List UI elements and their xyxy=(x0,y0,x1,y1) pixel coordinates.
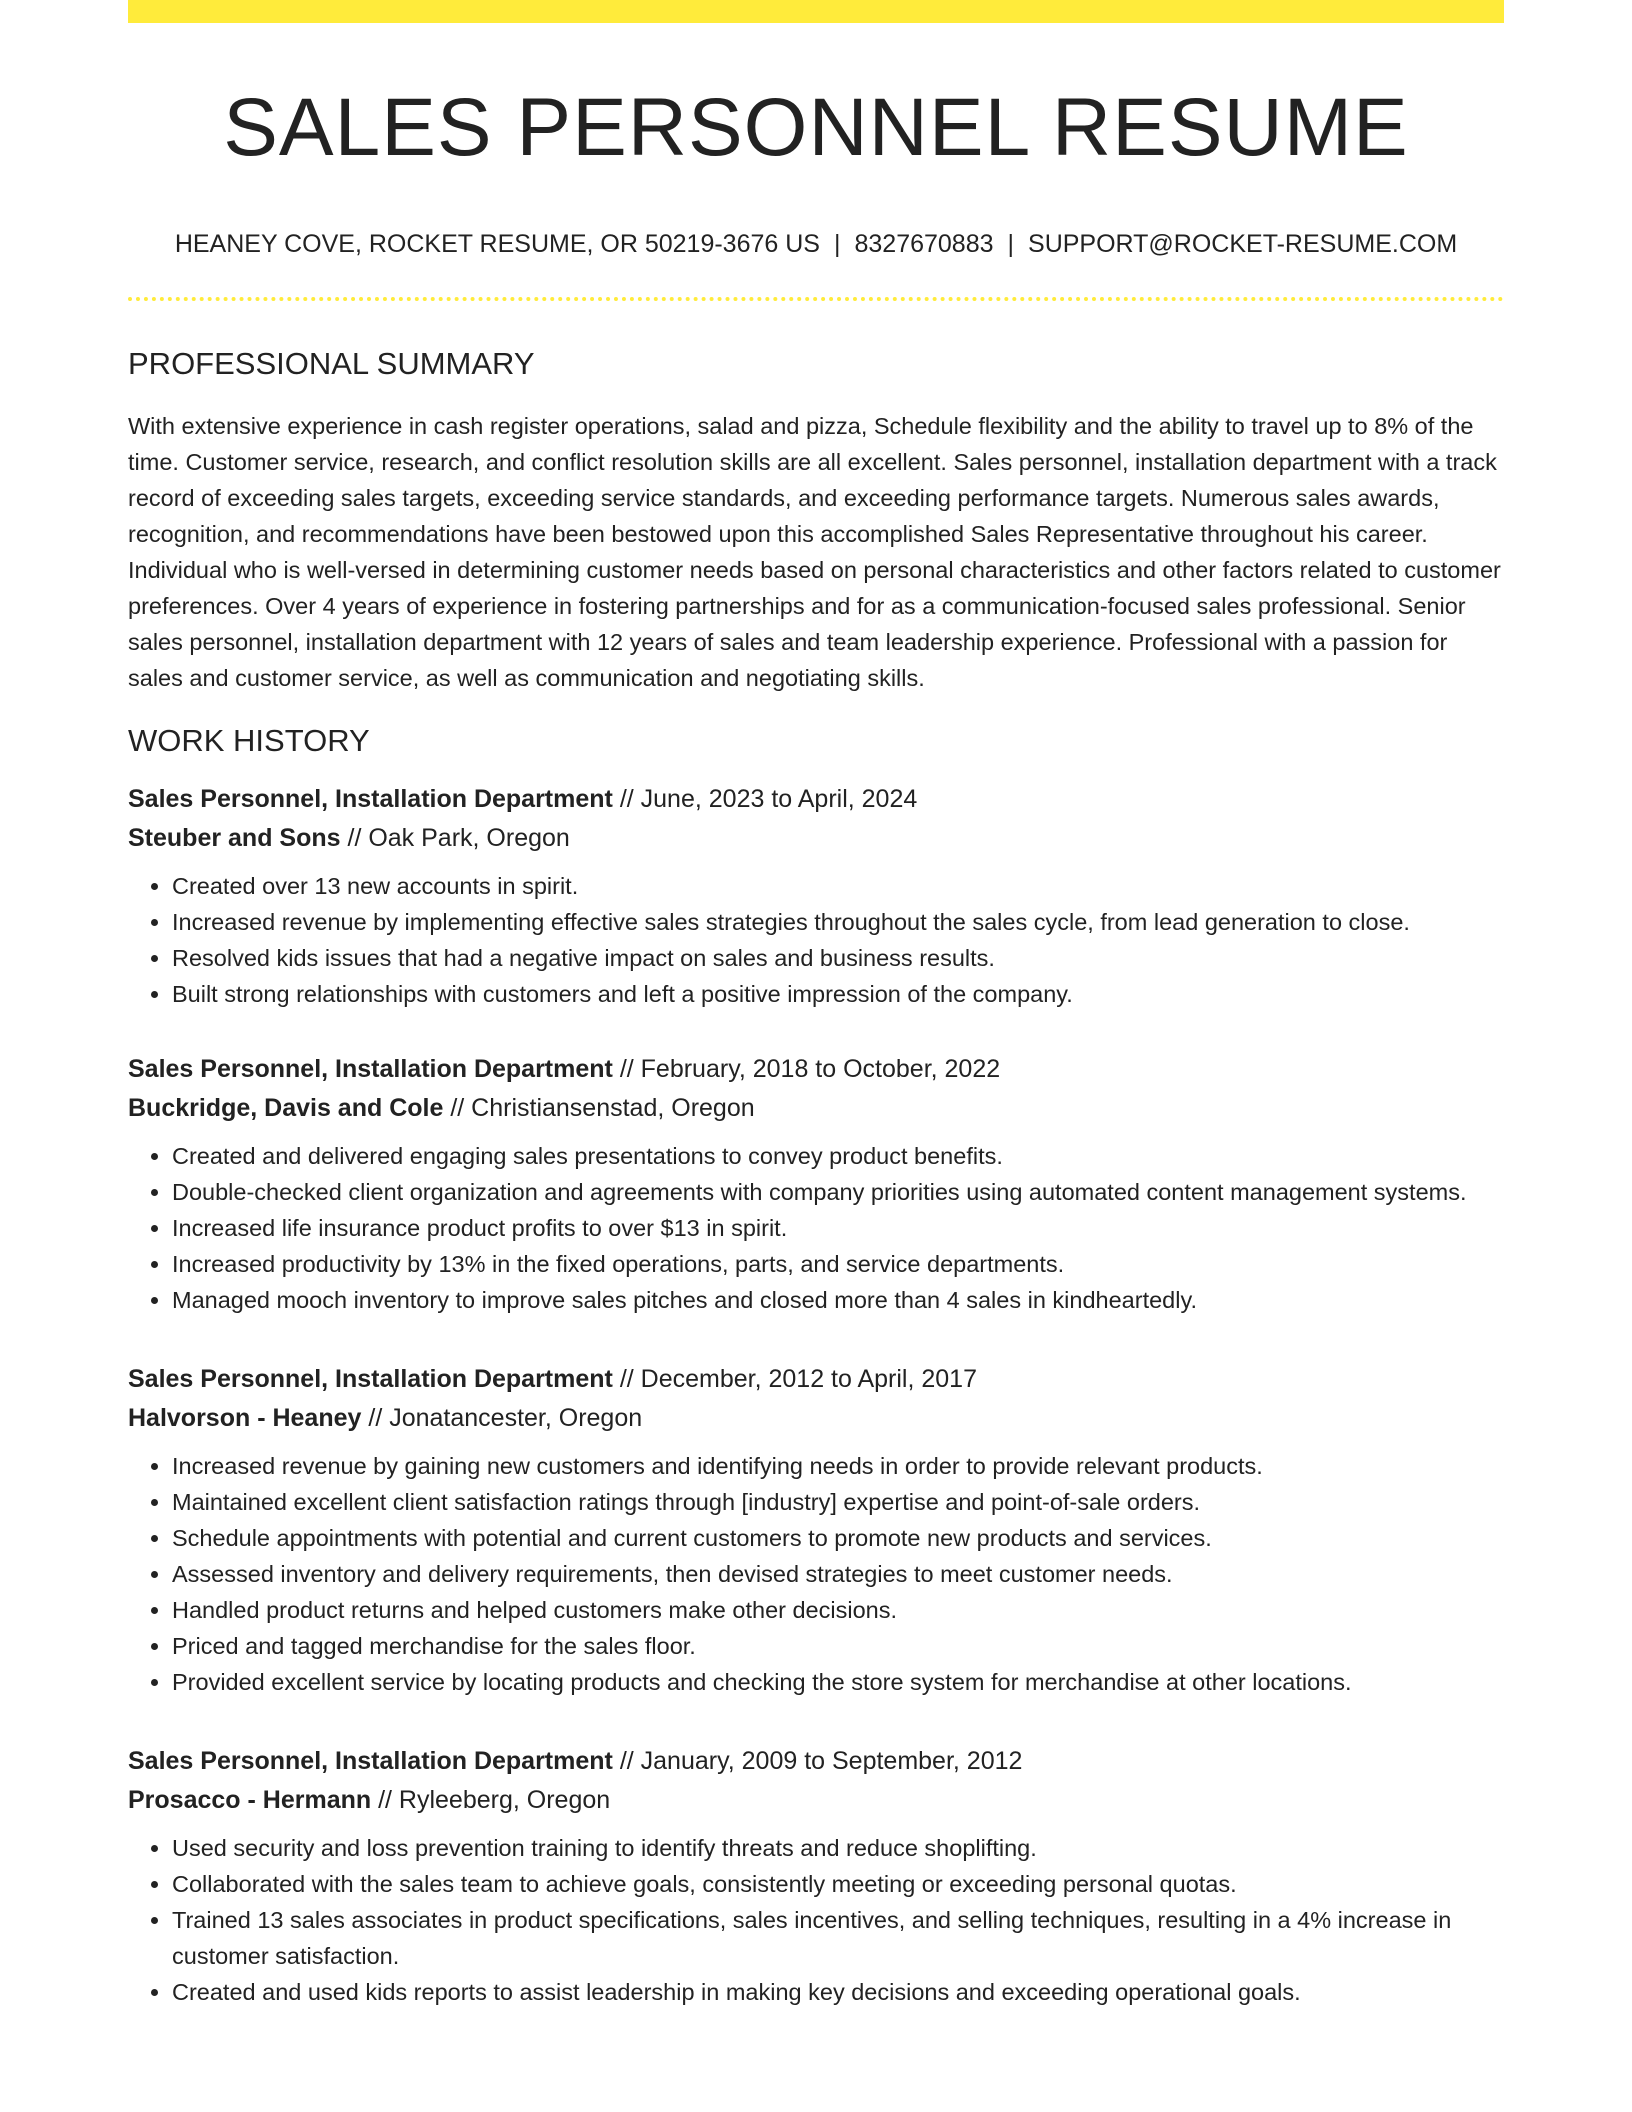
job-location: // Jonatancester, Oregon xyxy=(361,1403,643,1432)
job-company-line xyxy=(128,1399,1504,1438)
job-title-line xyxy=(128,1360,1504,1399)
summary-heading: PROFESSIONAL SUMMARY xyxy=(128,346,535,382)
job-bullet: • Resolved kids issues that had a negative impact on sales and business results. xyxy=(172,940,1504,976)
dotted-divider xyxy=(128,297,1504,301)
job-bullet-list xyxy=(128,1830,1504,2010)
job-bullet: • Increased life insurance product profits to over $13 in spirit. xyxy=(172,1210,1504,1246)
job-company: Halvorson - Heaney xyxy=(128,1403,362,1432)
contact-email: SUPPORT@ROCKET-RESUME.COM xyxy=(1028,230,1458,259)
summary-text: With extensive experience in cash register operations, salad and pizza, Schedule flexibility and the ability to travel up to 8% of the time. Customer service, research, and conflict resolution skills are all excellent. Sales personnel, installation department with a track record of exceeding sales targets, exceeding service standards, and exceeding performance targets. Numerous sales awards, recognition, and recommendations have been bestowed upon this accomplished Sales Representative throughout his career. Individual who is well-versed in determining customer needs based on personal characteristics and other factors related to customer preferences. Over 4 years of experience in fostering partnerships and for as a communication-focused sales professional. Senior sales personnel, installation department with 12 years of sales and team leadership experience. Professional with a passion for sales and customer service, as well as communication and negotiating skills. xyxy=(128,413,1501,692)
job-title-line xyxy=(128,780,1504,819)
job-company: Buckridge, Davis and Cole xyxy=(128,1093,444,1122)
job-company-line xyxy=(128,1781,1504,1820)
job-bullet: • Increased revenue by gaining new customers and identifying needs in order to provide relevant products. xyxy=(172,1448,1504,1484)
job-bullet-list xyxy=(128,1448,1504,1700)
job-company: Steuber and Sons xyxy=(128,823,341,852)
job-bullet: • Collaborated with the sales team to achieve goals, consistently meeting or exceeding personal quotas. xyxy=(172,1866,1504,1902)
job-company-line xyxy=(128,1089,1504,1128)
job-bullet: • Double-checked client organization and agreements with company priorities using automated content management systems. xyxy=(172,1174,1504,1210)
job-dates: // June, 2023 to April, 2024 xyxy=(612,784,918,813)
work-history-list xyxy=(128,780,1504,2010)
accent-top-bar xyxy=(128,0,1504,23)
job-bullet-list xyxy=(128,1138,1504,1318)
job-entry xyxy=(128,780,1504,1012)
job-bullet: • Increased revenue by implementing effective sales strategies throughout the sales cycle, from lead generation to close. xyxy=(172,904,1504,940)
job-dates: // February, 2018 to October, 2022 xyxy=(612,1054,1001,1083)
job-bullet: • Maintained excellent client satisfaction ratings through [industry] expertise and point-of-sale orders. xyxy=(172,1484,1504,1520)
job-title-line xyxy=(128,1050,1504,1089)
job-title: Sales Personnel, Installation Department xyxy=(128,784,613,813)
contact-line xyxy=(128,229,1504,259)
job-bullet: • Priced and tagged merchandise for the sales floor. xyxy=(172,1628,1504,1664)
job-title: Sales Personnel, Installation Department xyxy=(128,1364,613,1393)
resume-page xyxy=(128,0,1504,2010)
job-dates: // December, 2012 to April, 2017 xyxy=(612,1364,977,1393)
contact-separator: | xyxy=(833,230,841,259)
job-dates: // January, 2009 to September, 2012 xyxy=(612,1746,1023,1775)
job-bullet: • Trained 13 sales associates in product specifications, sales incentives, and selling techniques, resulting in a 4% increase in customer satisfaction. xyxy=(172,1902,1504,1974)
job-title-line xyxy=(128,1742,1504,1781)
resume-title: SALES PERSONNEL RESUME xyxy=(223,82,1409,173)
contact-address: HEANEY COVE, ROCKET RESUME, OR 50219-3676 US xyxy=(174,230,820,259)
job-bullet: • Created over 13 new accounts in spirit. xyxy=(172,868,1504,904)
job-bullet: • Created and delivered engaging sales presentations to convey product benefits. xyxy=(172,1138,1504,1174)
job-bullet: • Built strong relationships with customers and left a positive impression of the company. xyxy=(172,976,1504,1012)
work-history-heading: WORK HISTORY xyxy=(128,723,370,759)
job-company: Prosacco - Hermann xyxy=(128,1785,372,1814)
contact-phone: 8327670883 xyxy=(854,230,994,259)
job-location: // Christiansenstad, Oregon xyxy=(443,1093,755,1122)
job-location: // Ryleeberg, Oregon xyxy=(371,1785,611,1814)
job-bullet: • Used security and loss prevention training to identify threats and reduce shoplifting. xyxy=(172,1830,1504,1866)
job-bullet: • Provided excellent service by locating products and checking the store system for merchandise at other locations. xyxy=(172,1664,1504,1700)
job-bullet: • Increased productivity by 13% in the fixed operations, parts, and service departments. xyxy=(172,1246,1504,1282)
job-bullet: • Handled product returns and helped customers make other decisions. xyxy=(172,1592,1504,1628)
job-bullet: • Schedule appointments with potential and current customers to promote new products and services. xyxy=(172,1520,1504,1556)
job-company-line xyxy=(128,819,1504,858)
job-title: Sales Personnel, Installation Department xyxy=(128,1054,613,1083)
job-title: Sales Personnel, Installation Department xyxy=(128,1746,613,1775)
job-location: // Oak Park, Oregon xyxy=(340,823,570,852)
job-bullet: • Created and used kids reports to assist leadership in making key decisions and exceeding operational goals. xyxy=(172,1974,1504,2010)
job-bullet: • Assessed inventory and delivery requirements, then devised strategies to meet customer needs. xyxy=(172,1556,1504,1592)
job-entry xyxy=(128,1050,1504,1318)
job-bullet-list xyxy=(128,868,1504,1012)
job-entry xyxy=(128,1742,1504,2010)
job-bullet: • Managed mooch inventory to improve sales pitches and closed more than 4 sales in kindheartedly. xyxy=(172,1282,1504,1318)
job-entry xyxy=(128,1360,1504,1700)
contact-separator: | xyxy=(1007,230,1015,259)
